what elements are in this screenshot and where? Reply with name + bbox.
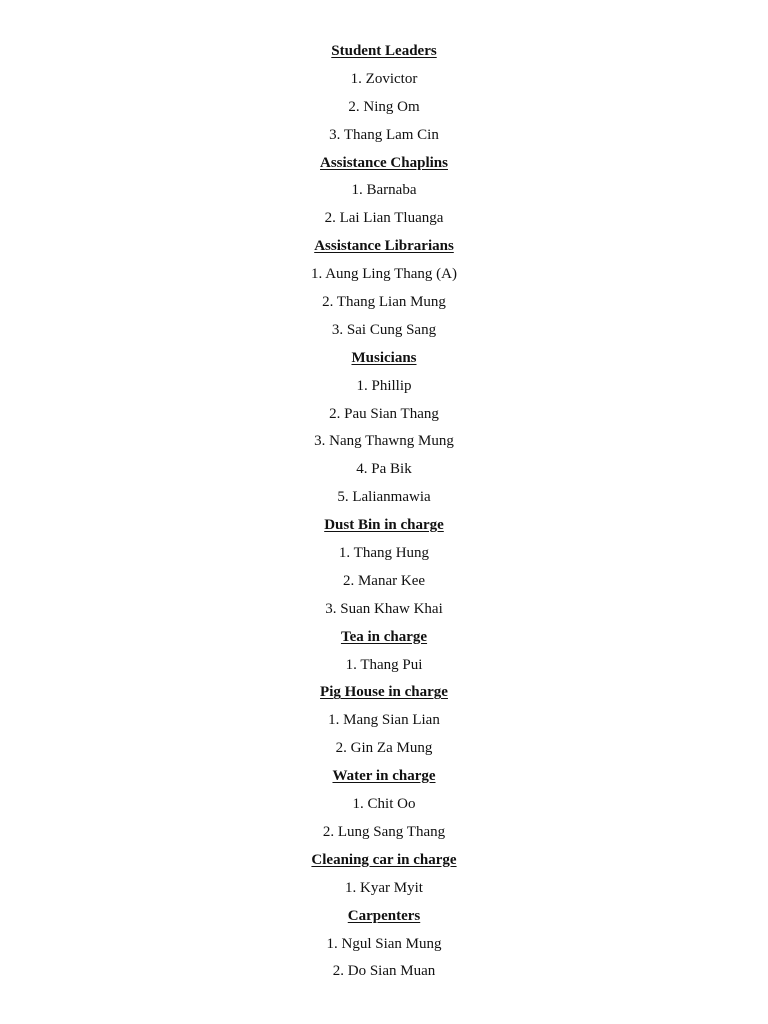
document-page bbox=[0, 38, 768, 986]
list-item: 2. Pau Sian Thang bbox=[329, 405, 439, 422]
section-heading-tea: Tea in charge bbox=[340, 628, 428, 645]
list-item: 1. Mang Sian Lian bbox=[328, 712, 440, 729]
section-heading-water: Water in charge bbox=[332, 768, 436, 785]
list-item: 1. Zovictor bbox=[350, 70, 418, 87]
list-item: 1. Kyar Myit bbox=[345, 879, 423, 896]
section-heading-cleaning-car: Cleaning car in charge bbox=[311, 851, 457, 868]
list-item: 3. Suan Khaw Khai bbox=[325, 600, 443, 617]
list-item: 4. Pa Bik bbox=[356, 461, 412, 478]
list-item: 2. Lung Sang Thang bbox=[322, 823, 446, 840]
list-item: 3. Sai Cung Sang bbox=[331, 321, 437, 338]
section-heading-carpenters: Carpenters bbox=[347, 907, 421, 924]
list-item: 3. Thang Lam Cin bbox=[329, 126, 439, 143]
list-item: 2. Gin Za Mung bbox=[335, 740, 433, 757]
list-item: 1. Ngul Sian Mung bbox=[326, 935, 442, 952]
list-item: 1. Thang Hung bbox=[338, 545, 430, 562]
list-item: 3. Nang Thawng Mung bbox=[314, 433, 454, 450]
list-item: 2. Lai Lian Tluanga bbox=[324, 210, 444, 227]
list-item: 1. Aung Ling Thang (A) bbox=[311, 266, 457, 283]
section-heading-pig-house: Pig House in charge bbox=[320, 684, 448, 701]
list-item: 5. Lalianmawia bbox=[337, 489, 431, 506]
list-item: 1. Barnaba bbox=[351, 182, 417, 199]
section-heading-dust-bin: Dust Bin in charge bbox=[324, 517, 444, 534]
section-heading-student-leaders: Student Leaders bbox=[331, 43, 437, 59]
list-item: 1. Phillip bbox=[356, 377, 412, 394]
list-item: 1. Thang Pui bbox=[345, 656, 423, 673]
list-item: 2. Ning Om bbox=[348, 98, 420, 115]
section-heading-assistance-chaplins: Assistance Chaplins bbox=[320, 154, 448, 171]
list-item: 2. Do Sian Muan bbox=[332, 963, 436, 980]
section-heading-musicians: Musicians bbox=[351, 349, 417, 366]
section-heading-assistance-librarians: Assistance Librarians bbox=[314, 238, 454, 255]
list-item: 2. Manar Kee bbox=[342, 572, 426, 589]
list-item: 1. Chit Oo bbox=[352, 796, 416, 813]
list-item: 2. Thang Lian Mung bbox=[322, 294, 446, 311]
